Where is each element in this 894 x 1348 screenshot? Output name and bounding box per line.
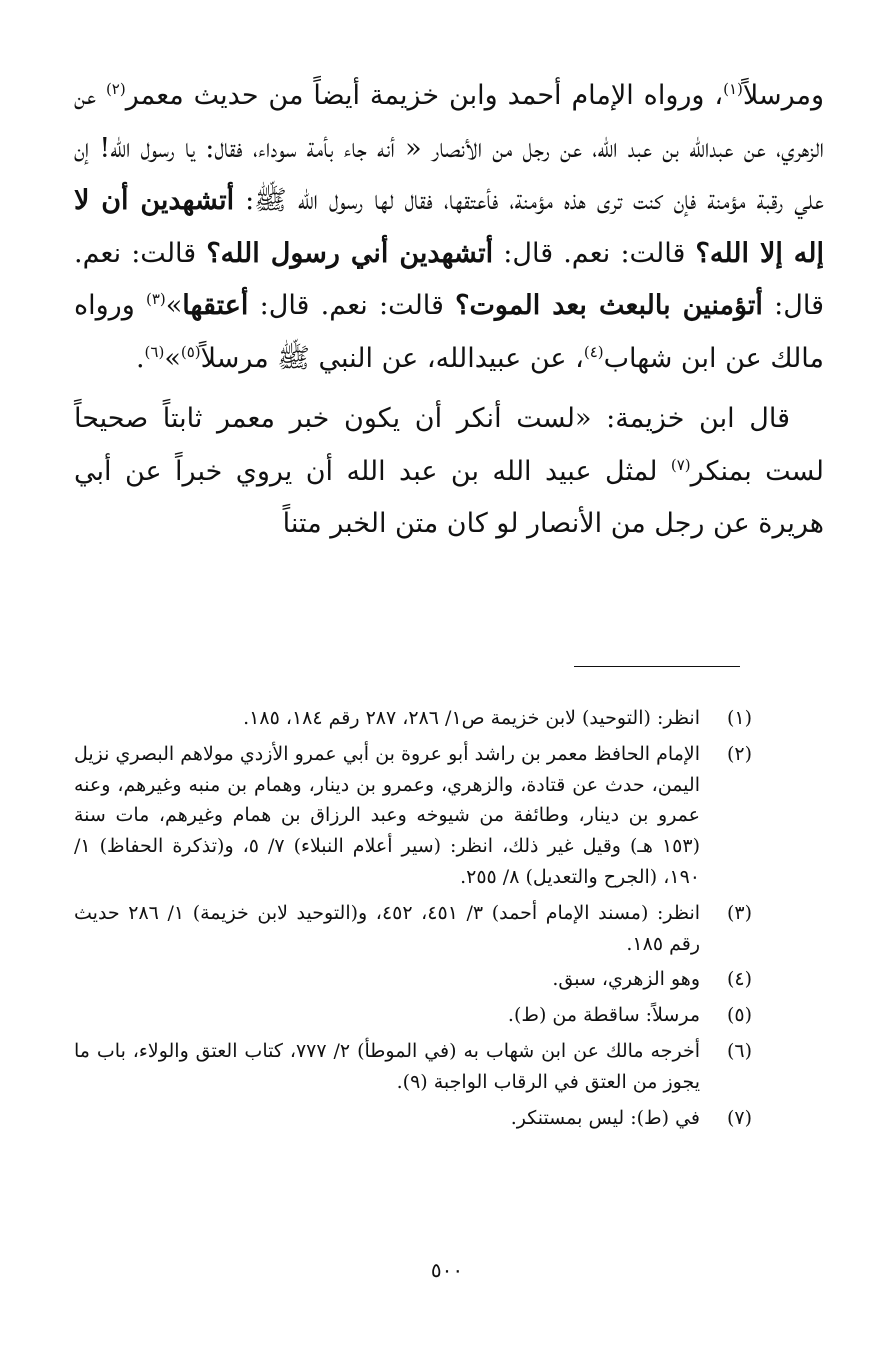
footnote [74, 1103, 752, 1134]
footnote-number: (٢) [726, 742, 752, 765]
text-run: قال ابن خزيمة: «لست أنكر أن يكون خبر معمر ثابتاً صحيحاً لست بمنكر [74, 403, 824, 487]
text-run: ومرسلاً [742, 80, 824, 111]
main-paragraph-2 [74, 393, 824, 551]
footnote-text: وهو الزهري، سبق. [552, 968, 700, 991]
footnote-reference: (٧) [670, 455, 691, 474]
footnote-text: انظر: (مسند الإمام أحمد) ٣/ ٤٥١، ٤٥٢، و(التوحيد لابن خزيمة) ١/ ٢٨٦ حديث رقم ١٨٥. [74, 901, 701, 955]
footnote-reference: (٤) [583, 342, 604, 361]
text-run: قالت: نعم. قال: [248, 290, 456, 321]
main-paragraph-1 [74, 70, 824, 385]
main-text [74, 70, 824, 551]
footnote [74, 1036, 752, 1098]
page-number: ٥٠٠ [430, 1258, 464, 1282]
footnote [74, 1000, 752, 1031]
text-run: ، عن عبيدالله، عن النبي ﷺ مرسلاً [200, 342, 584, 374]
text-run: عن الزهري، عن عبدالله بن عبد الله، عن رجل من الأنصار « أنه جاء بأمة سوداء، فقال: يا رسول الله! إن علي رقبة مؤمنة فإن كنت ترى هذه مؤمنة، فأعتقها، فقال لها رسول الله ﷺ: [74, 80, 824, 216]
bold-phrase: أتؤمنين بالبعث بعد الموت؟ [455, 290, 763, 321]
text-run: قالت: نعم. قال: [493, 237, 696, 269]
text-run: ، ورواه الإمام أحمد وابن خزيمة أيضاً من حديث معمر [125, 80, 724, 111]
footnote-number: (٣) [726, 901, 752, 924]
footnote-text: مرسلاً: ساقطة من (ط). [507, 1004, 700, 1027]
footnotes [74, 703, 752, 1138]
footnote-text: انظر: (التوحيد) لابن خزيمة ص١/ ٢٨٦، ٢٨٧ رقم ١٨٤، ١٨٥. [243, 707, 700, 729]
footnote-text: أخرجه مالك عن ابن شهاب به (في الموطأ) ٢/ ٧٧٧، كتاب العتق والولاء، باب ما يجوز من العتق في الرقاب الواجبة (٩). [74, 1039, 700, 1093]
footnote [74, 964, 752, 995]
footnote-number: (٧) [726, 1106, 752, 1129]
footnote-reference: (٥) [180, 342, 201, 361]
footnote-reference: (١) [723, 80, 743, 98]
footnote-separator [574, 666, 740, 667]
text-run: . [135, 342, 145, 374]
footnote-number: (٤) [726, 968, 752, 991]
footnote-number: (٦) [726, 1039, 752, 1062]
footnote-text: الإمام الحافظ معمر بن راشد أبو عروة بن أبي عمرو الأزدي مولاهم البصري نزيل اليمن، حدث عن قتادة، والزهري، وعمرو بن دينار، وهمام بن منبه وغيرهم، وعنه عمرو بن دينار، وطائفة من شيوخه وعبد الرزاق بن همام وغيرهم، مات سنة (١٥٣ هـ) وقيل غير ذلك، انظر: (سير أعلام النبلاء) ٧/ ٥، و(تذكرة الحفاظ) ١/ ١٩٠، (الجرح والتعديل) ٨/ ٢٥٥. [74, 742, 700, 888]
text-run: » [165, 290, 183, 321]
bold-phrase: أتشهدين أن لا إله إلا الله؟ [74, 185, 824, 269]
footnote-text: في (ط): ليس بمستنكر. [510, 1106, 700, 1129]
footnote-number: (١) [726, 707, 752, 729]
footnote-number: (٥) [726, 1004, 752, 1027]
footnote [74, 898, 752, 960]
footnote-reference: (٦) [144, 342, 165, 361]
footnote [74, 739, 752, 893]
text-run: » [164, 342, 181, 374]
footnote-reference: (٢) [105, 80, 126, 98]
bold-phrase: أعتقها [182, 290, 249, 321]
bold-phrase: أتشهدين أني رسول الله؟ [206, 237, 494, 269]
footnote-reference: (٣) [145, 290, 166, 308]
text-run: قالت: نعم. قال: [74, 237, 824, 321]
footnote [74, 703, 752, 734]
text-run: ورواه مالك عن ابن شهاب [74, 290, 824, 374]
text-run: لمثل عبيد الله بن عبد الله أن يروي خبراً عن أبي هريرة عن رجل من الأنصار لو كان متن الخبر متناً [74, 455, 824, 539]
